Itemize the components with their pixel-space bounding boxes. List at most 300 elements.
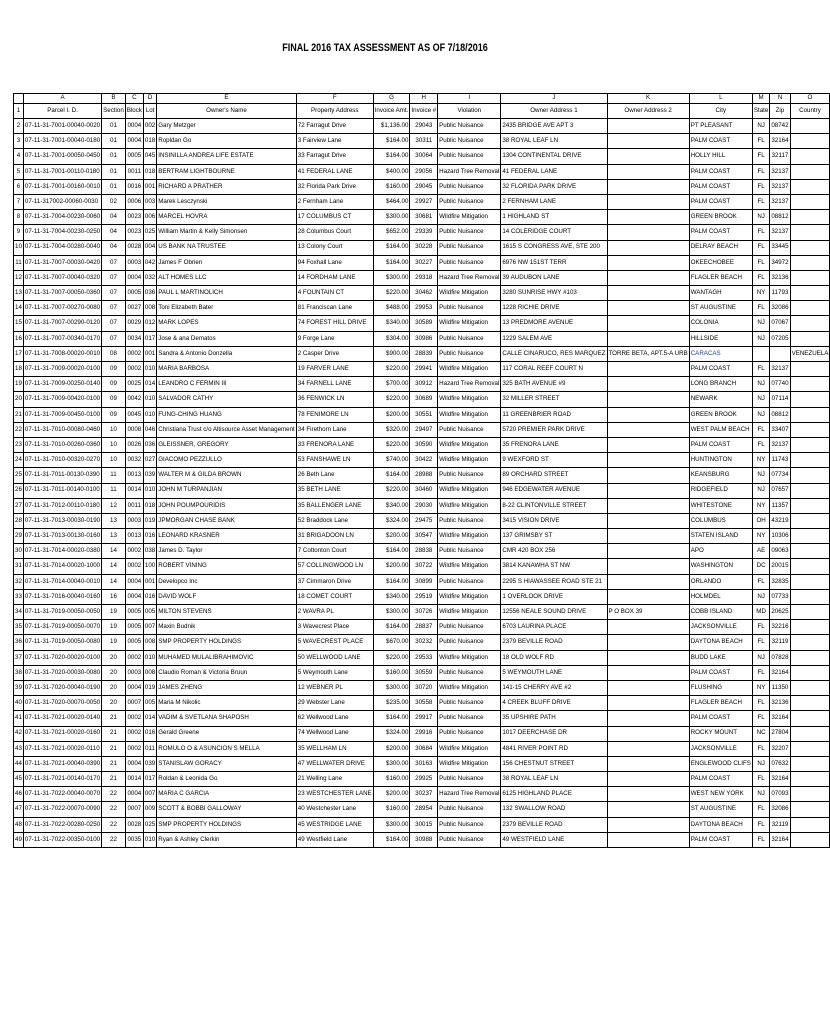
cell-row-number: 41 [14, 711, 24, 726]
cell-parcel-id: 07-11-31-7020-00020-0100 [23, 650, 101, 665]
cell-block: 0045 [125, 407, 143, 422]
cell-owner-address-2 [607, 635, 689, 650]
table-row [14, 574, 830, 589]
cell-property-address: 29 Webster Lane [296, 696, 373, 711]
cell-invoice-amount: $900.00 [373, 346, 410, 361]
cell-block: 0004 [125, 574, 143, 589]
cell-owner-name: Maria M Nikolic [157, 696, 297, 711]
cell-country [790, 255, 830, 270]
cell-state: NY [752, 680, 769, 695]
column-letter: E [157, 94, 297, 104]
cell-invoice-number: 28838 [410, 544, 438, 559]
cell-row-number: 31 [14, 559, 24, 574]
cell-owner-address-2 [607, 650, 689, 665]
cell-owner-address-2 [607, 179, 689, 194]
cell-state: FL [752, 696, 769, 711]
header-property-address: Property Address [296, 104, 373, 119]
cell-invoice-number: 29519 [410, 589, 438, 604]
cell-owner-address-2 [607, 696, 689, 711]
table-row [14, 650, 830, 665]
cell-zip: 32207 [770, 741, 790, 756]
cell-city: GREEN BROOK [689, 210, 752, 225]
cell-row-number: 47 [14, 802, 24, 817]
cell-owner-address-2 [607, 240, 689, 255]
cell-owner-address-2 [607, 286, 689, 301]
cell-parcel-id: 07-11-31-7019-00050-0070 [23, 620, 101, 635]
cell-owner-name: William Martin & Kelly Simonsen [157, 225, 297, 240]
cell-zip: 33407 [770, 422, 790, 437]
cell-city: PALM COAST [689, 194, 752, 209]
cell-lot: 001 [143, 574, 156, 589]
cell-row-number: 49 [14, 832, 24, 847]
cell-violation: Public Nuisance [438, 301, 501, 316]
cell-row-number: 32 [14, 574, 24, 589]
cell-state: NJ [752, 650, 769, 665]
cell-row-number: 21 [14, 407, 24, 422]
cell-block: 0005 [125, 620, 143, 635]
cell-parcel-id: 07-11-31-7001-00110-0180 [23, 164, 101, 179]
cell-row-number: 12 [14, 270, 24, 285]
cell-zip: 07740 [770, 377, 790, 392]
cell-city: PT PLEASANT [689, 119, 752, 134]
cell-invoice-number: 29318 [410, 270, 438, 285]
cell-owner-address-1: 35 UPSHIRE PATH [501, 711, 607, 726]
cell-state: NY [752, 286, 769, 301]
header-owner-address-2: Owner Address 2 [607, 104, 689, 119]
table-row [14, 756, 830, 771]
cell-block: 0005 [125, 149, 143, 164]
cell-owner-address-1: 32 MILLER STREET [501, 392, 607, 407]
cell-lot: 010 [143, 832, 156, 847]
cell-zip: 32086 [770, 802, 790, 817]
cell-country [790, 711, 830, 726]
cell-zip: 08742 [770, 119, 790, 134]
cell-row-number: 19 [14, 377, 24, 392]
cell-invoice-amount: $200.00 [373, 407, 410, 422]
cell-parcel-id: 07-11-31-7013-00030-0190 [23, 513, 101, 528]
cell-country [790, 529, 830, 544]
cell-state: FL [752, 635, 769, 650]
cell-property-address: 78 FENIMORE LN [296, 407, 373, 422]
cell-invoice-number: 30558 [410, 696, 438, 711]
cell-owner-address-2 [607, 392, 689, 407]
table-row [14, 696, 830, 711]
cell-owner-address-1: 5 WEYMOUTH LANE [501, 665, 607, 680]
cell-state: FL [752, 255, 769, 270]
cell-parcel-id: 07-11-31-7001-00160-0010 [23, 179, 101, 194]
cell-owner-address-2 [607, 513, 689, 528]
cell-state: FL [752, 362, 769, 377]
cell-parcel-id: 07-11-31-7020-00040-0190 [23, 680, 101, 695]
cell-lot: 012 [143, 316, 156, 331]
cell-parcel-id: 07-11-31-7020-00070-0050 [23, 696, 101, 711]
cell-state: MD [752, 605, 769, 620]
cell-violation: Public Nuisance [438, 119, 501, 134]
cell-owner-address-1: 1228 RICHIE DRIVE [501, 301, 607, 316]
cell-section: 20 [102, 665, 126, 680]
table-row [14, 392, 830, 407]
cell-section: 09 [102, 392, 126, 407]
cell-city: JACKSONVILLE [689, 741, 752, 756]
cell-section: 21 [102, 741, 126, 756]
header-country: Country [790, 104, 830, 119]
cell-violation: Public Nuisance [438, 422, 501, 437]
cell-owner-name: SMP PROPERTY HOLDINGS [157, 635, 297, 650]
cell-owner-address-2 [607, 772, 689, 787]
cell-owner-address-1: 137 GRIMSBY ST [501, 529, 607, 544]
cell-invoice-number: 29533 [410, 650, 438, 665]
cell-section: 09 [102, 362, 126, 377]
cell-section: 07 [102, 331, 126, 346]
cell-row-number: 42 [14, 726, 24, 741]
cell-section: 14 [102, 574, 126, 589]
cell-block: 0013 [125, 468, 143, 483]
cell-property-address: 3 Fairview Lane [296, 134, 373, 149]
cell-invoice-number: 30986 [410, 331, 438, 346]
column-letter: M [752, 94, 769, 104]
cell-lot: 010 [143, 362, 156, 377]
cell-parcel-id: 07-11-31-7011-00130-0390 [23, 468, 101, 483]
table-row [14, 772, 830, 787]
cell-country [790, 316, 830, 331]
cell-invoice-number: 30228 [410, 240, 438, 255]
table-row [14, 589, 830, 604]
cell-zip: 07093 [770, 787, 790, 802]
cell-parcel-id: 07-11-31-7007-00340-0170 [23, 331, 101, 346]
cell-zip: 11793 [770, 286, 790, 301]
cell-section: 11 [102, 468, 126, 483]
cell-owner-address-1: 6703 LAURINA PLACE [501, 620, 607, 635]
cell-parcel-id: 07-11-31-7004-00230-0250 [23, 225, 101, 240]
column-letter: G [373, 94, 410, 104]
cell-invoice-amount: $164.00 [373, 832, 410, 847]
cell-city: PALM COAST [689, 134, 752, 149]
cell-owner-address-1: 1017 DEERCHASE DR [501, 726, 607, 741]
cell-owner-address-1: 3280 SUNRISE HWY #103 [501, 286, 607, 301]
cell-owner-name: Jose & ana Dematos [157, 331, 297, 346]
cell-invoice-number: 30462 [410, 286, 438, 301]
table-row [14, 832, 830, 847]
cell-row-number: 17 [14, 346, 24, 361]
table-row [14, 210, 830, 225]
cell-owner-name: MUHAMED MULALIBRAHIMOVIC [157, 650, 297, 665]
cell-block: 0005 [125, 635, 143, 650]
cell-invoice-number: 30726 [410, 605, 438, 620]
cell-owner-name: James F Obrien [157, 255, 297, 270]
cell-section: 07 [102, 270, 126, 285]
cell-row-number: 2 [14, 119, 24, 134]
cell-property-address: 31 BRIGADOON LN [296, 529, 373, 544]
cell-invoice-amount: $164.00 [373, 240, 410, 255]
cell-owner-name: SMP PROPERTY HOLDINGS [157, 817, 297, 832]
cell-country [790, 802, 830, 817]
cell-owner-address-2 [607, 210, 689, 225]
cell-owner-address-2: TORRE BETA, APT.5-A URB [607, 346, 689, 361]
cell-lot: 004 [143, 240, 156, 255]
cell-country [790, 559, 830, 574]
cell-country [790, 513, 830, 528]
header-row [14, 104, 830, 119]
cell-country [790, 589, 830, 604]
cell-zip: 32117 [770, 149, 790, 164]
cell-invoice-number: 30422 [410, 453, 438, 468]
cell-state: FL [752, 240, 769, 255]
cell-lot: 100 [143, 559, 156, 574]
column-letter: J [501, 94, 607, 104]
cell-owner-name: VADIM & SVETLANA SHAPOSH [157, 711, 297, 726]
cell-violation: Wildfire Mitigation [438, 605, 501, 620]
cell-section: 13 [102, 513, 126, 528]
cell-owner-address-2 [607, 134, 689, 149]
cell-section: 01 [102, 164, 126, 179]
cell-zip: 09063 [770, 544, 790, 559]
cell-lot: 045 [143, 149, 156, 164]
cell-zip: 34972 [770, 255, 790, 270]
cell-zip: 32137 [770, 179, 790, 194]
cell-country: VENEZUELA [790, 346, 830, 361]
cell-violation: Wildfire Mitigation [438, 453, 501, 468]
cell-zip: 20015 [770, 559, 790, 574]
cell-country [790, 468, 830, 483]
table-row [14, 225, 830, 240]
cell-owner-name: PAUL L MARTINOLICH [157, 286, 297, 301]
cell-invoice-amount: $464.00 [373, 194, 410, 209]
cell-violation: Public Nuisance [438, 696, 501, 711]
cell-row-number: 16 [14, 331, 24, 346]
column-letter-row [14, 94, 830, 104]
cell-violation: Hazard Tree Removal [438, 787, 501, 802]
tax-assessment-table [13, 93, 830, 848]
column-letter: N [770, 94, 790, 104]
cell-state [752, 346, 769, 361]
cell-row-number: 34 [14, 605, 24, 620]
cell-lot: 018 [143, 134, 156, 149]
cell-owner-name: GLEISSNER, GREGORY [157, 437, 297, 452]
cell-property-address: 81 Franciscan Lane [296, 301, 373, 316]
cell-block: 0004 [125, 134, 143, 149]
cell-country [790, 194, 830, 209]
cell-violation: Public Nuisance [438, 802, 501, 817]
cell-parcel-id: 07-11-31-7007-00050-0360 [23, 286, 101, 301]
cell-state: NY [752, 529, 769, 544]
cell-owner-name: Gerald Greene [157, 726, 297, 741]
cell-owner-address-2 [607, 255, 689, 270]
cell-row-number: 24 [14, 453, 24, 468]
cell-violation: Public Nuisance [438, 513, 501, 528]
cell-zip: 07657 [770, 483, 790, 498]
cell-country [790, 665, 830, 680]
column-letter: O [790, 94, 830, 104]
cell-owner-address-2 [607, 832, 689, 847]
cell-invoice-amount: $340.00 [373, 589, 410, 604]
cell-zip: 08812 [770, 407, 790, 422]
cell-zip: 32164 [770, 134, 790, 149]
cell-row-number: 40 [14, 696, 24, 711]
cell-invoice-number: 29475 [410, 513, 438, 528]
cell-city: FLAGLER BEACH [689, 696, 752, 711]
cell-owner-address-1: 1304 CONTINENTAL DRIVE [501, 149, 607, 164]
cell-parcel-id: 07-11-31-7021-00020-0110 [23, 741, 101, 756]
cell-city: HOLLY HILL [689, 149, 752, 164]
cell-invoice-amount: $220.00 [373, 483, 410, 498]
cell-lot: 016 [143, 529, 156, 544]
table-row [14, 726, 830, 741]
cell-owner-name: Toni Elizabeth Bater [157, 301, 297, 316]
cell-row-number: 43 [14, 741, 24, 756]
cell-zip: 20625 [770, 605, 790, 620]
cell-owner-address-1: 35 FRENORA LANE [501, 437, 607, 452]
table-row [14, 255, 830, 270]
cell-property-address: 34 FARNELL LANE [296, 377, 373, 392]
cell-owner-name: RICHARD A PRATHER [157, 179, 297, 194]
cell-owner-name: Marek Lesczynski [157, 194, 297, 209]
cell-parcel-id: 07-11-31-7009-00020-0100 [23, 362, 101, 377]
cell-property-address: 3 Wavecrest Place [296, 620, 373, 635]
cell-violation: Hazard Tree Removal [438, 164, 501, 179]
cell-zip: 11357 [770, 498, 790, 513]
cell-parcel-id: 07-11-31-7022-00280-0250 [23, 817, 101, 832]
cell-owner-address-2 [607, 589, 689, 604]
cell-violation: Public Nuisance [438, 665, 501, 680]
cell-violation: Wildfire Mitigation [438, 650, 501, 665]
cell-row-number: 33 [14, 589, 24, 604]
cell-city: WASHINGTON [689, 559, 752, 574]
cell-invoice-number: 29339 [410, 225, 438, 240]
cell-violation: Hazard Tree Removal [438, 377, 501, 392]
cell-section: 21 [102, 756, 126, 771]
cell-block: 0028 [125, 817, 143, 832]
cell-row-number: 38 [14, 665, 24, 680]
cell-parcel-id: 07-11-31-7019-00050-0050 [23, 605, 101, 620]
cell-state: NJ [752, 787, 769, 802]
cell-parcel-id: 07-11-31-7016-00040-0160 [23, 589, 101, 604]
cell-state: FL [752, 301, 769, 316]
cell-property-address: 74 Wellwood Lane [296, 726, 373, 741]
cell-owner-name: Developco Inc [157, 574, 297, 589]
cell-invoice-number: 28839 [410, 346, 438, 361]
cell-owner-address-1: 14 COLERIDGE COURT [501, 225, 607, 240]
cell-owner-name: MILTON STEVENS [157, 605, 297, 620]
table-row [14, 680, 830, 695]
cell-city: FLAGLER BEACH [689, 270, 752, 285]
cell-property-address: 40 Westchester Lane [296, 802, 373, 817]
table-row [14, 194, 830, 209]
cell-state: FL [752, 422, 769, 437]
cell-row-number: 8 [14, 210, 24, 225]
cell-section: 20 [102, 696, 126, 711]
cell-block: 0006 [125, 194, 143, 209]
cell-owner-name: MARIA C GARCIA [157, 787, 297, 802]
cell-invoice-number: 30899 [410, 574, 438, 589]
cell-invoice-amount: $200.00 [373, 741, 410, 756]
cell-invoice-amount: $300.00 [373, 605, 410, 620]
cell-block: 0032 [125, 453, 143, 468]
cell-property-address: 5 Weymouth Lane [296, 665, 373, 680]
cell-block: 0002 [125, 544, 143, 559]
cell-city: PALM COAST [689, 164, 752, 179]
cell-lot: 019 [143, 513, 156, 528]
cell-row-number: 18 [14, 362, 24, 377]
cell-country [790, 680, 830, 695]
cell-lot: 007 [143, 787, 156, 802]
cell-violation: Wildfire Mitigation [438, 559, 501, 574]
cell-invoice-number: 29941 [410, 362, 438, 377]
table-row [14, 164, 830, 179]
cell-state: FL [752, 270, 769, 285]
cell-lot: 001 [143, 179, 156, 194]
cell-invoice-amount: $160.00 [373, 665, 410, 680]
cell-owner-name: GIACOMO PEZZULLO [157, 453, 297, 468]
header-row-number: 1 [14, 104, 24, 119]
cell-row-number: 13 [14, 286, 24, 301]
table-row [14, 377, 830, 392]
cell-parcel-id: 07-11-31-7021-00140-0170 [23, 772, 101, 787]
cell-state: NC [752, 726, 769, 741]
cell-country [790, 377, 830, 392]
cell-invoice-amount: $164.00 [373, 468, 410, 483]
cell-zip: 32835 [770, 574, 790, 589]
cell-section: 04 [102, 210, 126, 225]
table-row [14, 483, 830, 498]
cell-property-address: 50 WELLWOOD LANE [296, 650, 373, 665]
cell-section: 10 [102, 422, 126, 437]
cell-parcel-id: 07-11-31-7022-00040-0070 [23, 787, 101, 802]
cell-country [790, 225, 830, 240]
cell-state: NJ [752, 377, 769, 392]
cell-parcel-id: 07-11-31-7004-00230-0060 [23, 210, 101, 225]
cell-property-address: 28 Columbus Court [296, 225, 373, 240]
cell-invoice-amount: $670.00 [373, 635, 410, 650]
cell-block: 0005 [125, 286, 143, 301]
cell-country [790, 605, 830, 620]
cell-violation: Hazard Tree Removal [438, 270, 501, 285]
cell-lot: 011 [143, 741, 156, 756]
cell-owner-address-1: 41 FEDERAL LANE [501, 164, 607, 179]
table-row [14, 437, 830, 452]
cell-country [790, 574, 830, 589]
cell-violation: Wildfire Mitigation [438, 741, 501, 756]
cell-state: FL [752, 164, 769, 179]
header-violation: Violation [438, 104, 501, 119]
cell-property-address: 35 BETH LANE [296, 483, 373, 498]
cell-property-address: 34 Firethorn Lane [296, 422, 373, 437]
cell-parcel-id: 07-11-31-7009-00420-0100 [23, 392, 101, 407]
cell-owner-address-1: 132 SWALLOW ROAD [501, 802, 607, 817]
cell-state: NJ [752, 483, 769, 498]
cell-owner-name: ROBERT VINING [157, 559, 297, 574]
cell-owner-address-2 [607, 817, 689, 832]
cell-invoice-amount: $400.00 [373, 164, 410, 179]
cell-row-number: 28 [14, 513, 24, 528]
cell-violation: Wildfire Mitigation [438, 756, 501, 771]
cell-invoice-amount: $340.00 [373, 316, 410, 331]
cell-property-address: 18 COMET COURT [296, 589, 373, 604]
cell-owner-address-1: 6125 HIGHLAND PLACE [501, 787, 607, 802]
column-letter: K [607, 94, 689, 104]
cell-property-address: 72 Farragut Drive [296, 119, 373, 134]
cell-owner-address-2 [607, 301, 689, 316]
cell-block: 0027 [125, 301, 143, 316]
cell-block: 0002 [125, 741, 143, 756]
cell-parcel-id: 07-11-31-7008-00020-0010 [23, 346, 101, 361]
cell-row-number: 27 [14, 498, 24, 513]
cell-city: ST AUGUSTINE [689, 301, 752, 316]
cell-city: WEST PALM BEACH [689, 422, 752, 437]
cell-city: DELRAY BEACH [689, 240, 752, 255]
cell-country [790, 134, 830, 149]
cell-owner-address-2 [607, 711, 689, 726]
cell-owner-address-2 [607, 802, 689, 817]
